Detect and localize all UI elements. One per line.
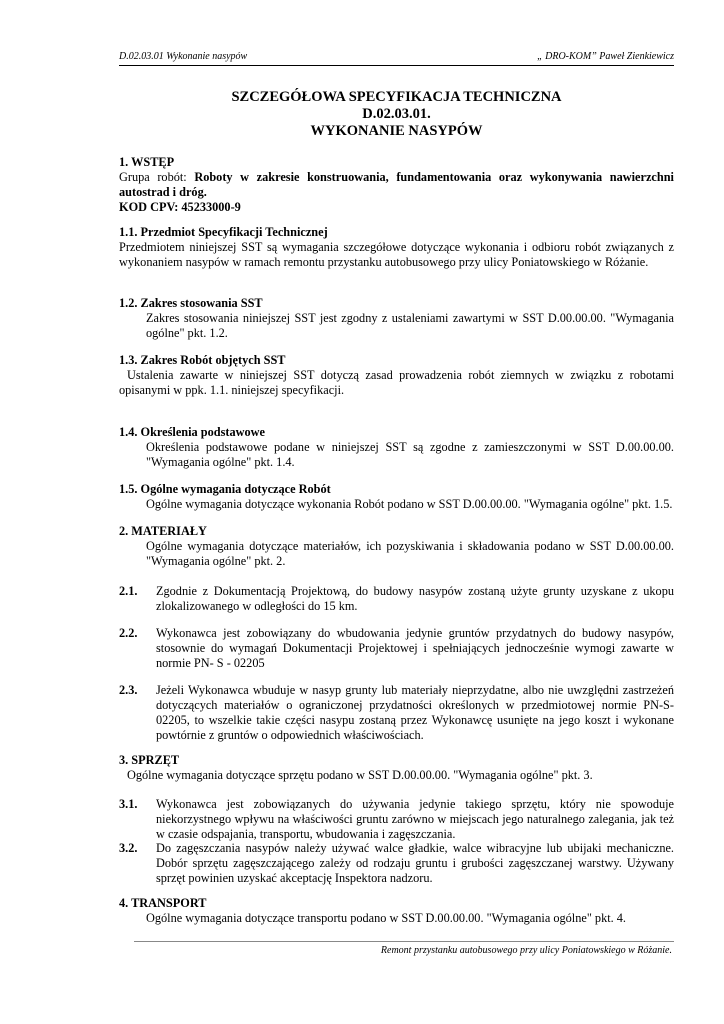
doc-title-line2: D.02.03.01. [362, 106, 431, 122]
section-3 [119, 753, 674, 783]
work-group-label: Grupa robót: [119, 170, 195, 184]
section-1-5 [119, 482, 674, 512]
work-group-value: Roboty w zakresie konstruowania, fundamentowania oraz wykonywania nawierzchni autostrad i dróg. [119, 170, 674, 199]
section-2-heading: 2. MATERIAŁY [119, 524, 207, 538]
item-text: Jeżeli Wykonawca wbuduje w nasyp grunty lub materiały nieprzydatne, albo nie uwzględni zastrzeżeń dotyczących materiałów o ograniczonej przydatności określonych w przedmiotowej normie PN-S- 02205, to wszelkie takie części nasypu zostaną przez Wykonawcę usunięte na jego koszt i wykonane powtórnie z gruntów o odpowiednich właściwościach. [156, 683, 674, 742]
section-1-5-text: Ogólne wymagania dotyczące wykonania Robót podano w SST D.00.00.00. "Wymagania ogólne" pkt. 1.5. [146, 497, 673, 511]
section-3-heading: 3. SPRZĘT [119, 753, 180, 767]
section-4-heading: 4. TRANSPORT [119, 896, 207, 910]
section-1-2-heading: 1.2. Zakres stosowania SST [119, 296, 263, 310]
section-1 [119, 155, 674, 215]
item-text: Zgodnie z Dokumentacją Projektową, do budowy nasypów zostaną użyte grunty uzyskane z ukopu zlokalizowanego w odległości do 15 km. [156, 584, 674, 613]
footer-divider [134, 941, 674, 942]
section-1-2 [119, 296, 674, 341]
item-number: 3.1. [119, 797, 138, 811]
section-1-3 [119, 353, 674, 398]
section-4-text: Ogólne wymagania dotyczące transportu podano w SST D.00.00.00. "Wymagania ogólne" pkt. 4. [146, 911, 627, 925]
cpv-code: KOD CPV: 45233000-9 [119, 200, 241, 214]
section-1-5-heading: 1.5. Ogólne wymagania dotyczące Robót [119, 482, 331, 496]
item-text: Wykonawca jest zobowiązany do wbudowania jedynie gruntów przydatnych do budowy nasypów, stosownie do wymagań Dokumentacji Projektowej i spełniających jednocześnie wymogi zawarte w normie PN- S - 02205 [156, 626, 674, 670]
section-1-heading: 1. WSTĘP [119, 155, 175, 169]
section-1-4-heading: 1.4. Określenia podstawowe [119, 425, 265, 439]
section-1-1-heading: 1.1. Przedmiot Specyfikacji Technicznej [119, 225, 328, 239]
header-right: „ DRO-KOM” Paweł Zienkiewicz [537, 51, 674, 62]
work-group [119, 170, 674, 200]
item-number: 2.3. [119, 683, 138, 697]
section-4 [119, 896, 674, 926]
section-1-3-heading: 1.3. Zakres Robót objętych SST [119, 353, 286, 367]
section-1-2-text: Zakres stosowania niniejszej SST jest zgodny z ustaleniami zawartymi w SST D.00.00.00. "Wymagania ogólne" pkt. 1.2. [146, 311, 674, 340]
section-1-1-text: Przedmiotem niniejszej SST są wymagania szczegółowe dotyczące wykonania i odbioru robót związanych z wykonaniem nasypów w ramach remontu przystanku autobusowego przy ulicy Poniatowskiego w Różanie. [119, 240, 674, 269]
doc-title-line3: WYKONANIE NASYPÓW [310, 123, 483, 139]
section-2 [119, 524, 674, 569]
item-number: 2.1. [119, 584, 138, 598]
section-1-4-text: Określenia podstawowe podane w niniejszej SST są zgodne z zamieszczonymi w SST D.00.00.00. "Wymagania ogólne" pkt. 1.4. [146, 440, 674, 469]
item-text: Wykonawca jest zobowiązanych do używania jedynie takiego sprzętu, który nie spowoduje niekorzystnego wpływu na właściwości gruntu zarówno w miejscach jego naturalnego zalegania, jak też w czasie odspajania, transportu, wbudowania i zagęszczania. [156, 797, 674, 841]
item-number: 3.2. [119, 841, 138, 855]
header-left: D.02.03.01 Wykonanie nasypów [119, 51, 248, 62]
section-2-text: Ogólne wymagania dotyczące materiałów, ich pozyskiwania i składowania podano w SST D.00.00.00. "Wymagania ogólne" pkt. 2. [146, 539, 674, 568]
section-1-1 [119, 225, 674, 270]
doc-title-line1: SZCZEGÓŁOWA SPECYFIKACJA TECHNICZNA [231, 89, 562, 105]
section-3-text: Ogólne wymagania dotyczące sprzętu podano w SST D.00.00.00. "Wymagania ogólne" pkt. 3. [127, 768, 593, 782]
section-1-4 [119, 425, 674, 470]
page-header [119, 51, 674, 66]
section-1-3-text: Ustalenia zawarte w niniejszej SST dotyczą zasad prowadzenia robót ziemnych w związku z robotami opisanymi w ppk. 1.1. niniejszej specyfikacji. [119, 368, 674, 397]
item-number: 2.2. [119, 626, 138, 640]
page-footer: Remont przystanku autobusowego przy ulicy Poniatowskiego w Różanie. [380, 945, 672, 956]
item-text: Do zagęszczania nasypów należy używać walce gładkie, walce wibracyjne lub ubijaki mechaniczne. Dobór sprzętu zagęszczającego zależy od rodzaju gruntu i grubości zagęszczanej warstwy. Używany sprzęt powinien uzyskać akceptację Inspektora nadzoru. [156, 841, 674, 885]
